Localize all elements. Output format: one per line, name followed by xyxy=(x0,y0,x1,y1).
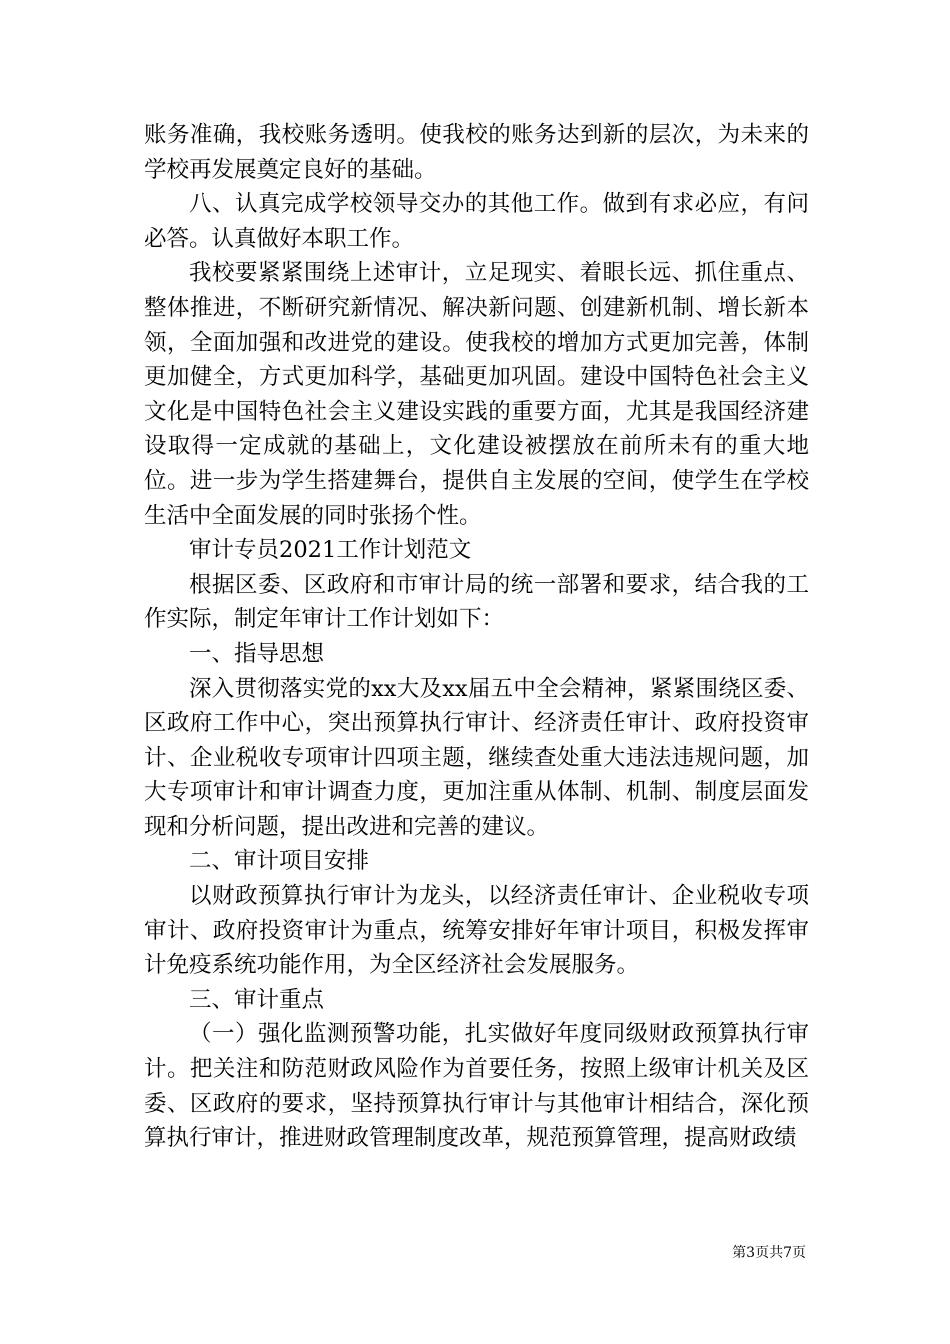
paragraph: 以财政预算执行审计为龙头，以经济责任审计、企业税收专项审计、政府投资审计为重点，统筹安排好年审计项目，积极发挥审计免疫系统功能作用，为全区经济社会发展服务。 xyxy=(144,883,809,979)
paragraph: 账务准确，我校账务透明。使我校的账务达到新的层次，为未来的学校再发展奠定良好的基础。 xyxy=(144,122,809,183)
paragraph: （一）强化监测预警功能，扎实做好年度同级财政预算执行审计。把关注和防范财政风险作为首要任务，按照上级审计机关及区委、区政府的要求，坚持预算执行审计与其他审计相结合，深化预算执行审计，推进财政管理制度改革，规范预算管理，提高财政绩 xyxy=(144,1021,809,1152)
section-title: 审计专员2021工作计划范文 xyxy=(189,537,472,564)
paragraph: 深入贯彻落实党的xx大及xx届五中全会精神，紧紧围绕区委、区政府工作中心，突出预算执行审计、经济责任审计、政府投资审计、企业税收专项审计四项主题，继续查处重大违法违规问题，加大专项审计和审计调查力度，更加注重从体制、机制、制度层面发现和分析问题，提出改进和完善的建议。 xyxy=(144,675,809,840)
page-number: 第3页共7页 xyxy=(732,1245,806,1261)
paragraph: 根据区委、区政府和市审计局的统一部署和要求，结合我的工作实际，制定年审计工作计划如下： xyxy=(144,571,809,633)
paragraph: 我校要紧紧围绕上述审计，立足现实、着眼长远、抓住重点、整体推进，不断研究新情况、解决新问题、创建新机制、增长新本领，全面加强和改进党的建设。使我校的增加方式更加完善，体制更加健全，方式更加科学，基础更加巩固。建设中国特色社会主义文化是中国特色社会主义建设实践的重要方面，尤其是我国经济建设取得一定成就的基础上，文化建设被摆放在前所未有的重大地位。进一步为学生搭建舞台，提供自主发展的空间，使学生在学校生活中全面发展的同时张扬个性。 xyxy=(144,260,809,529)
section-heading: 三、审计重点 xyxy=(189,986,325,1013)
section-heading: 一、指导思想 xyxy=(189,640,325,667)
paragraph: 八、认真完成学校领导交办的其他工作。做到有求必应，有问必答。认真做好本职工作。 xyxy=(144,191,809,252)
section-heading: 二、审计项目安排 xyxy=(189,848,370,875)
document-body xyxy=(144,118,809,1156)
